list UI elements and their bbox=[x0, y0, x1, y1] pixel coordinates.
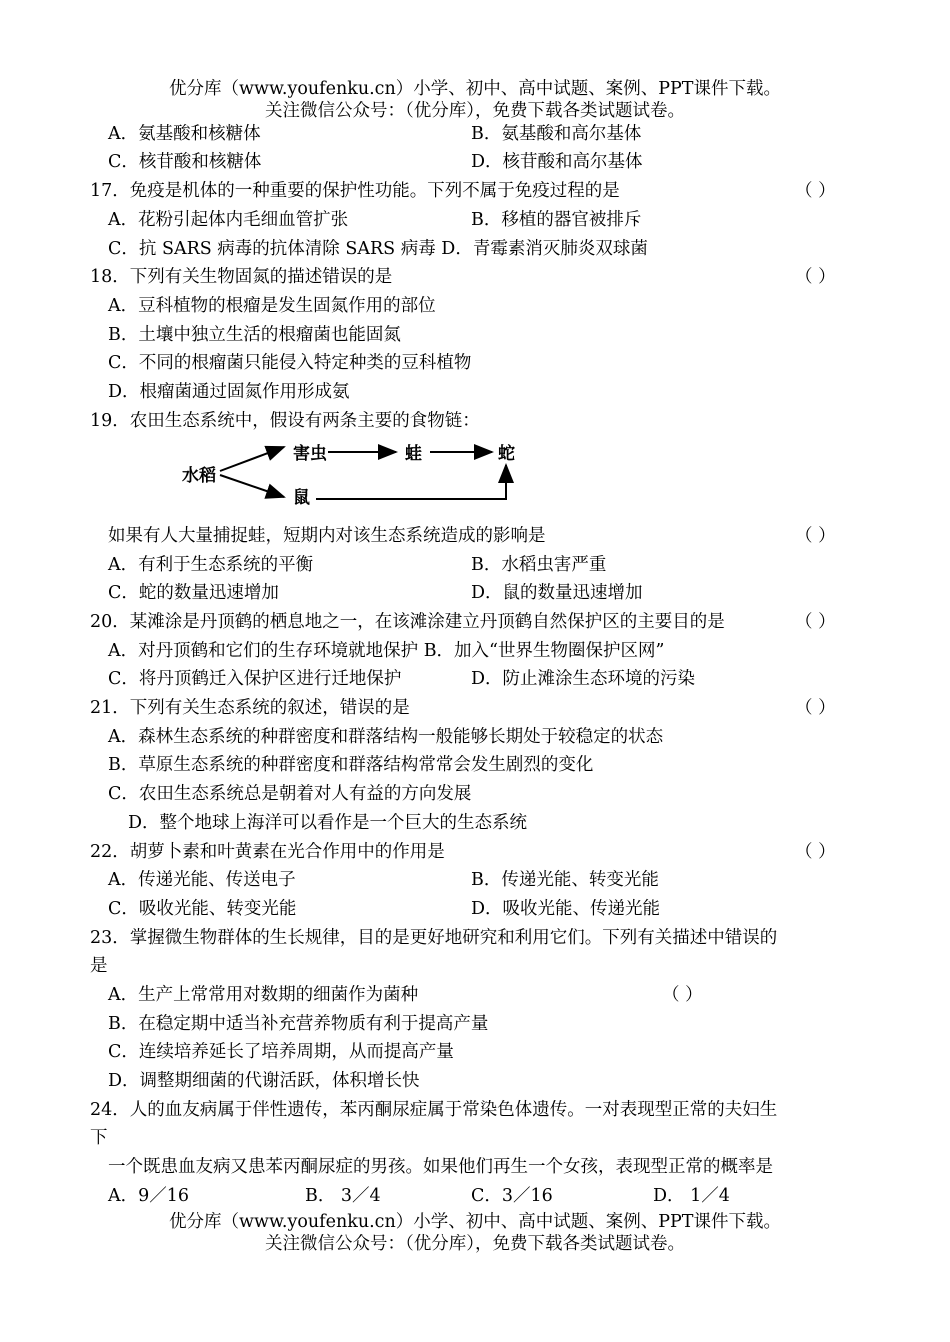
q17-option-cd: C．抗 SARS 病毒的抗体清除 SARS 病毒 D．青霉素消灭肺炎双球菌 bbox=[108, 239, 648, 259]
q19-option-b: B．水稻虫害严重 bbox=[471, 555, 607, 575]
q19-answer-paren: （ ） bbox=[795, 526, 836, 546]
q22-stem: 22．胡萝卜素和叶黄素在光合作用中的作用是 bbox=[90, 842, 445, 862]
q18-option-a: A．豆科植物的根瘤是发生固氮作用的部位 bbox=[108, 296, 436, 316]
q24-option-b: B． 3／4 bbox=[305, 1186, 381, 1206]
q17-option-a: A．花粉引起体内毛细血管扩张 bbox=[108, 210, 349, 230]
header-line-2: 关注微信公众号：（优分库），免费下载各类试题试卷。 bbox=[265, 101, 685, 121]
q21-stem: 21．下列有关生态系统的叙述，错误的是 bbox=[90, 698, 410, 718]
footer-line-2: 关注微信公众号：（优分库），免费下载各类试题试卷。 bbox=[265, 1234, 685, 1254]
q20-answer-paren: （ ） bbox=[795, 612, 836, 632]
q19-question: 如果有人大量捕捉蛙，短期内对该生态系统造成的影响是 bbox=[108, 526, 546, 546]
q22-option-a: A．传递光能、传送电子 bbox=[108, 870, 296, 890]
q24-option-c: C．3／16 bbox=[471, 1186, 553, 1206]
q24-stem-line-3: 一个既患血友病又患苯丙酮尿症的男孩。如果他们再生一个女孩，表现型正常的概率是 bbox=[108, 1157, 773, 1177]
footer-line-1: 优分库（www.youfenku.cn）小学、初中、高中试题、案例、PPT课件下载。 bbox=[169, 1212, 781, 1232]
chain-node-rat: 鼠 bbox=[293, 488, 310, 508]
q16-option-a: A．氨基酸和核糖体 bbox=[108, 124, 261, 144]
chain-node-frog: 蛙 bbox=[405, 444, 422, 464]
arrow-rice-to-rat bbox=[220, 475, 284, 497]
chain-node-rice: 水稻 bbox=[182, 466, 216, 486]
q17-stem: 17．免疫是机体的一种重要的保护性功能。下列不属于免疫过程的是 bbox=[90, 181, 620, 201]
q24-stem-line-2: 下 bbox=[90, 1128, 108, 1148]
q19-option-d: D．鼠的数量迅速增加 bbox=[471, 583, 643, 603]
arrow-rice-to-pest bbox=[220, 447, 284, 471]
q21-option-a: A．森林生态系统的种群密度和群落结构一般能够长期处于较稳定的状态 bbox=[108, 727, 664, 747]
q18-answer-paren: （ ） bbox=[795, 267, 836, 287]
chain-node-pest: 害虫 bbox=[293, 444, 327, 464]
q23-option-b: B．在稳定期中适当补充营养物质有利于提高产量 bbox=[108, 1014, 489, 1034]
q23-option-d: D．调整期细菌的代谢活跃，体积增长快 bbox=[108, 1071, 420, 1091]
q20-option-c: C．将丹顶鹤迁入保护区进行迁地保护 bbox=[108, 669, 402, 689]
q18-stem: 18．下列有关生物固氮的描述错误的是 bbox=[90, 267, 393, 287]
q21-option-b: B．草原生态系统的种群密度和群落结构常常会发生剧烈的变化 bbox=[108, 755, 594, 775]
q23-option-a: A．生产上常常用对数期的细菌作为菌种 bbox=[108, 985, 419, 1005]
header-line-1: 优分库（www.youfenku.cn）小学、初中、高中试题、案例、PPT课件下载。 bbox=[169, 79, 781, 99]
q20-option-d: D．防止滩涂生态环境的污染 bbox=[471, 669, 696, 689]
q22-option-b: B．传递光能、转变光能 bbox=[471, 870, 659, 890]
q16-option-b: B．氨基酸和高尔基体 bbox=[471, 124, 642, 144]
q23-stem-line-1: 23．掌握微生物群体的生长规律，目的是更好地研究和利用它们。下列有关描述中错误的 bbox=[90, 928, 778, 948]
q24-option-a: A．9／16 bbox=[108, 1186, 190, 1206]
q21-option-d: D．整个地球上海洋可以看作是一个巨大的生态系统 bbox=[128, 813, 528, 833]
q23-stem-line-2: 是 bbox=[90, 956, 108, 976]
q21-answer-paren: （ ） bbox=[795, 698, 836, 718]
q17-option-b: B．移植的器官被排斥 bbox=[471, 210, 642, 230]
q22-option-c: C．吸收光能、转变光能 bbox=[108, 899, 297, 919]
q23-option-c: C．连续培养延长了培养周期，从而提高产量 bbox=[108, 1042, 454, 1062]
arrow-rat-to-snake bbox=[316, 465, 506, 499]
food-chain-diagram bbox=[180, 437, 540, 515]
q18-option-d: D．根瘤菌通过固氮作用形成氨 bbox=[108, 382, 350, 402]
q24-stem-line-1: 24．人的血友病属于伴性遗传，苯丙酮尿症属于常染色体遗传。一对表现型正常的夫妇生 bbox=[90, 1100, 778, 1120]
q21-option-c: C．农田生态系统总是朝着对人有益的方向发展 bbox=[108, 784, 472, 804]
q22-answer-paren: （ ） bbox=[795, 842, 836, 862]
q22-option-d: D．吸收光能、传递光能 bbox=[471, 899, 661, 919]
q23-answer-paren: （ ） bbox=[662, 985, 703, 1005]
q16-option-c: C．核苷酸和核糖体 bbox=[108, 152, 262, 172]
q19-stem: 19．农田生态系统中，假设有两条主要的食物链： bbox=[90, 411, 480, 431]
q18-option-b: B．土壤中独立生活的根瘤菌也能固氮 bbox=[108, 325, 401, 345]
chain-node-snake: 蛇 bbox=[498, 444, 515, 464]
q19-option-a: A．有利于生态系统的平衡 bbox=[108, 555, 314, 575]
q20-stem: 20．某滩涂是丹顶鹤的栖息地之一，在该滩涂建立丹顶鹤自然保护区的主要目的是 bbox=[90, 612, 725, 632]
q17-answer-paren: （ ） bbox=[795, 181, 836, 201]
q16-option-d: D．核苷酸和高尔基体 bbox=[471, 152, 643, 172]
q19-option-c: C．蛇的数量迅速增加 bbox=[108, 583, 279, 603]
q18-option-c: C．不同的根瘤菌只能侵入特定种类的豆科植物 bbox=[108, 353, 472, 373]
q20-option-ab: A．对丹顶鹤和它们的生存环境就地保护 B．加入“世界生物圈保护区网” bbox=[108, 641, 665, 661]
q24-option-d: D． 1／4 bbox=[653, 1186, 730, 1206]
